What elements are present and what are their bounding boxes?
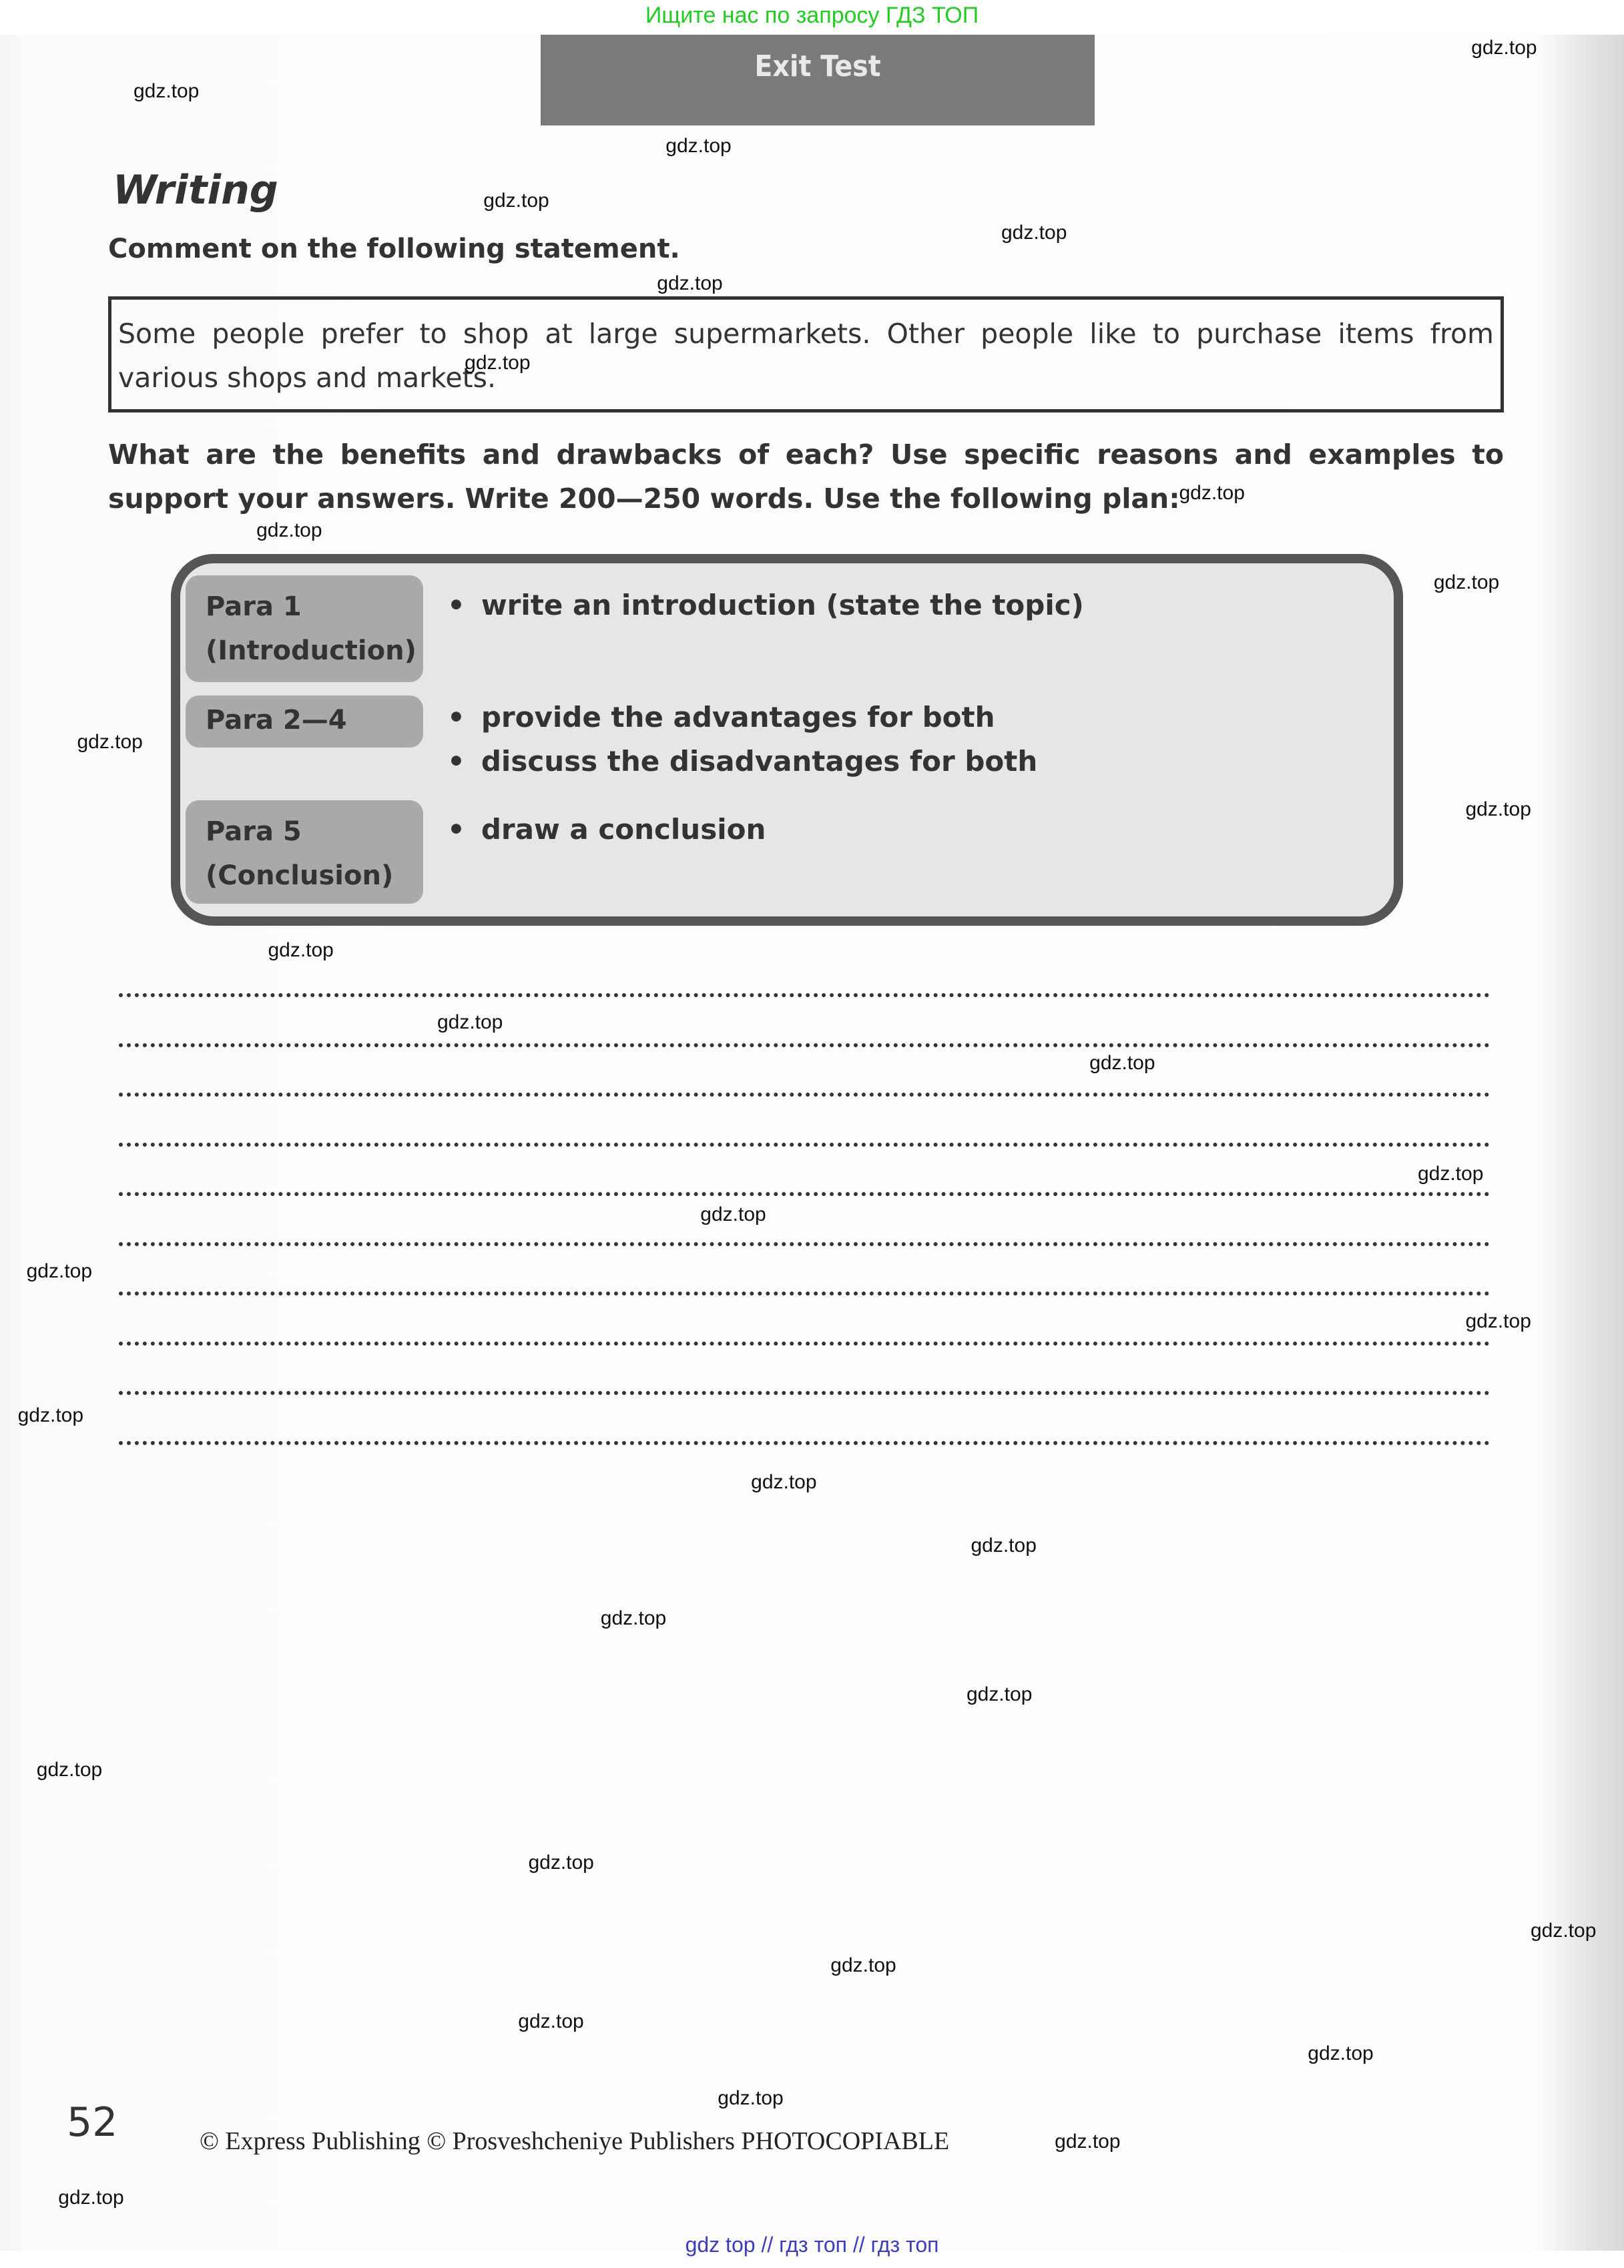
watermark: gdz.top [256,519,322,542]
answer-line[interactable] [119,993,1490,997]
watermark: gdz.top [1179,481,1245,504]
plan-point-text: write an introduction (state the topic) [481,589,1084,621]
plan-point-text: discuss the disadvantages for both [481,745,1038,778]
statement-box: Some people prefer to shop at large supermarkets. Other people like to purchase items from various shops and markets. [108,296,1504,412]
watermark: gdz.top [1433,571,1500,594]
plan-label: Para 5 [206,816,302,847]
plan-label-para-1 [186,575,423,682]
watermark: gdz.top [600,1607,667,1629]
bullet-icon: • [447,745,465,778]
instruction: Comment on the following statement. [108,234,680,264]
essay-plan [171,554,1403,926]
plan-point [447,583,1084,627]
plan-label: Para 2—4 [206,705,347,736]
watermark: gdz.top [1471,36,1537,59]
plan-point-text: draw a conclusion [481,813,766,846]
watermark: gdz.top [518,2010,584,2033]
answer-line[interactable] [119,1441,1490,1445]
answer-line[interactable] [119,1192,1490,1196]
watermark: gdz.top [1308,2042,1374,2064]
plan-point [447,695,995,740]
watermark: gdz.top [528,1851,594,1874]
watermark: gdz.top [77,730,143,753]
bottom-links[interactable]: gdz top // гдз топ // гдз топ [685,2233,939,2257]
plan-label: Para 1 [206,591,302,622]
watermark: gdz.top [483,190,549,212]
watermark: gdz.top [1055,2130,1121,2153]
plan-point [447,808,766,852]
plan-sublabel: (Conclusion) [206,860,394,891]
watermark: gdz.top [1465,1310,1531,1333]
watermark: gdz.top [966,1683,1033,1706]
page-number: 52 [67,2099,118,2146]
watermark: gdz.top [1417,1163,1484,1185]
answer-line[interactable] [119,1292,1490,1296]
watermark: gdz.top [971,1534,1037,1557]
answer-line[interactable] [119,1242,1490,1246]
task-question: What are the benefits and drawbacks of each? Use specific reasons and examples to support your answers. Write 200—250 words. Use the following plan: [108,439,1504,515]
header-title: Exit Test [754,49,881,83]
watermark: gdz.top [1465,798,1531,821]
watermark: gdz.top [36,1759,103,1781]
watermark: gdz.top [751,1470,817,1493]
watermark: gdz.top [1089,1051,1155,1074]
watermark: gdz.top [1001,221,1067,244]
bullet-icon: • [447,589,465,621]
plan-point [447,740,1037,784]
watermark: gdz.top [133,79,200,102]
watermark: gdz.top [657,272,723,294]
watermark: gdz.top [17,1404,84,1427]
answer-line[interactable] [119,1093,1490,1097]
watermark: gdz.top [58,2187,124,2209]
watermark: gdz.top [465,351,531,374]
watermark: gdz.top [437,1011,503,1033]
plan-sublabel: (Introduction) [206,635,417,666]
watermark: gdz.top [700,1203,766,1226]
plan-label-para-2-4 [186,695,423,748]
footer-copyright: © Express Publishing © Prosveshcheniye Publishers PHOTOCOPIABLE [200,2127,950,2155]
watermark: gdz.top [26,1259,93,1282]
watermark: gdz.top [1530,1919,1597,1942]
watermark: gdz.top [268,938,334,961]
bullet-icon: • [447,701,465,734]
search-banner[interactable]: Ищите нас по запросу ГДЗ ТОП [645,3,979,28]
answer-line[interactable] [119,1342,1490,1346]
watermark: gdz.top [718,2086,784,2109]
bullet-icon: • [447,813,465,846]
answer-line[interactable] [119,1391,1490,1395]
answer-line[interactable] [119,1043,1490,1047]
watermark: gdz.top [830,1954,896,1976]
plan-label-para-5 [186,800,423,904]
plan-point-text: provide the advantages for both [481,701,995,734]
answer-line[interactable] [119,1143,1490,1147]
exit-test-header [541,35,1095,125]
watermark: gdz.top [665,134,732,157]
section-title: Writing [113,167,278,214]
